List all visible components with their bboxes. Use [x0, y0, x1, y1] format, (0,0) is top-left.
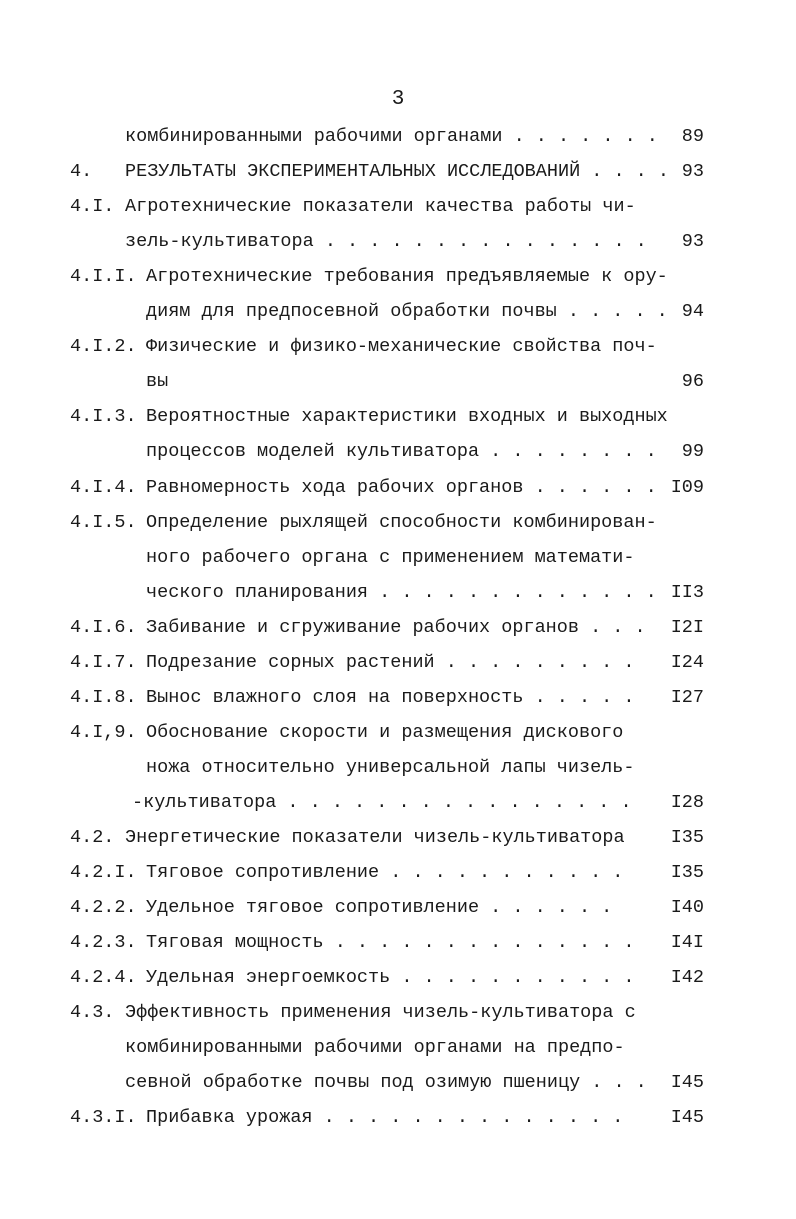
entry-title: севной обработке почвы под озимую пшеницу . . . [125, 1072, 647, 1093]
entry-title: -культиватора . . . . . . . . . . . . . . . . [132, 792, 632, 813]
toc-line [0, 858, 796, 888]
section-number: 4.I.8. [70, 687, 137, 708]
entry-title: Тяговое сопротивление . . . . . . . . . . . [146, 862, 624, 883]
page-reference: 99 [681, 441, 704, 462]
entry-title: Эффективность применения чизель-культиватора с [125, 1002, 636, 1023]
section-number: 4.I.3. [70, 406, 137, 427]
page-reference: 96 [681, 371, 704, 392]
section-number: 4.3. [70, 1002, 115, 1023]
page-reference: I09 [670, 477, 704, 498]
entry-title: Агротехнические показатели качества работы чи- [125, 196, 636, 217]
toc-line [0, 192, 796, 222]
toc-line [0, 297, 796, 327]
toc-line [0, 683, 796, 713]
page-reference: I42 [670, 967, 704, 988]
toc-line [0, 157, 796, 187]
entry-title: Вынос влажного слоя на поверхность . . . . . [146, 687, 635, 708]
entry-title: РЕЗУЛЬТАТЫ ЭКСПЕРИМЕНТАЛЬНЫХ ИССЛЕДОВАНИЙ . . . . [125, 161, 669, 182]
toc-line [0, 613, 796, 643]
page-reference: II3 [670, 582, 704, 603]
entry-title: вы [146, 371, 169, 392]
toc-line [0, 402, 796, 432]
section-number: 4.I.6. [70, 617, 137, 638]
page-reference: I45 [670, 1072, 704, 1093]
page-reference: I27 [670, 687, 704, 708]
page-reference: I24 [670, 652, 704, 673]
toc-line [0, 508, 796, 538]
toc-line [0, 753, 796, 783]
section-number: 4.3.I. [70, 1107, 137, 1128]
toc-line [0, 998, 796, 1028]
toc-line [0, 718, 796, 748]
section-number: 4.I.I. [70, 266, 137, 287]
entry-title: Обоснование скорости и размещения дискового [146, 722, 624, 743]
entry-title: Удельное тяговое сопротивление . . . . . . [146, 897, 613, 918]
page-reference: I4I [670, 932, 704, 953]
toc-line [0, 1033, 796, 1063]
page-reference: I28 [670, 792, 704, 813]
page-reference: I35 [670, 862, 704, 883]
page-reference: 89 [681, 126, 704, 147]
entry-title: ного рабочего органа с применением математи- [146, 547, 635, 568]
entry-title: комбинированными рабочими органами . . . . . . . [125, 126, 658, 147]
toc-line [0, 928, 796, 958]
entry-title: ножа относительно универсальной лапы чизель- [146, 757, 635, 778]
toc-line [0, 893, 796, 923]
toc-line [0, 332, 796, 362]
section-number: 4.I.7. [70, 652, 137, 673]
entry-title: Равномерность хода рабочих органов . . . . . . [146, 477, 657, 498]
toc-line [0, 122, 796, 152]
section-number: 4.2.4. [70, 967, 137, 988]
toc-line [0, 648, 796, 678]
page-reference: 93 [681, 161, 704, 182]
page-reference: 94 [681, 301, 704, 322]
entry-title: Тяговая мощность . . . . . . . . . . . . . . [146, 932, 635, 953]
entry-title: Физические и физико-механические свойства поч- [146, 336, 657, 357]
section-number: 4.2. [70, 827, 115, 848]
toc-line [0, 473, 796, 503]
entry-title: Определение рыхлящей способности комбинирован- [146, 512, 657, 533]
entry-title: диям для предпосевной обработки почвы . . . . . [146, 301, 668, 322]
toc-line [0, 1068, 796, 1098]
entry-title: зель-культиватора . . . . . . . . . . . . . . . [125, 231, 647, 252]
entry-title: ческого планирования . . . . . . . . . . . . . [146, 582, 657, 603]
section-number: 4.I. [70, 196, 115, 217]
toc-line [0, 823, 796, 853]
entry-title: комбинированными рабочими органами на предпо- [125, 1037, 625, 1058]
entry-title: процессов моделей культиватора . . . . . . . . [146, 441, 657, 462]
page-reference: I2I [670, 617, 704, 638]
entry-title: Энергетические показатели чизель-культиватора [125, 827, 625, 848]
section-number: 4.I.5. [70, 512, 137, 533]
toc-line [0, 227, 796, 257]
toc-line [0, 963, 796, 993]
section-number: 4.I.4. [70, 477, 137, 498]
section-number: 4.I,9. [70, 722, 137, 743]
entry-title: Вероятностные характеристики входных и выходных [146, 406, 668, 427]
toc-line [0, 578, 796, 608]
section-number: 4.2.3. [70, 932, 137, 953]
toc-line [0, 367, 796, 397]
page-reference: 93 [681, 231, 704, 252]
section-number: 4. [70, 161, 93, 182]
section-number: 4.I.2. [70, 336, 137, 357]
toc-line [0, 1103, 796, 1133]
entry-title: Забивание и сгруживание рабочих органов . . . [146, 617, 646, 638]
entry-title: Агротехнические требования предъявляемые к ору- [146, 266, 668, 287]
toc-line [0, 788, 796, 818]
toc-line [0, 437, 796, 467]
entry-title: Прибавка урожая . . . . . . . . . . . . . . [146, 1107, 624, 1128]
toc-line [0, 262, 796, 292]
section-number: 4.2.I. [70, 862, 137, 883]
page-reference: I45 [670, 1107, 704, 1128]
section-number: 4.2.2. [70, 897, 137, 918]
entry-title: Удельная энергоемкость . . . . . . . . . . . [146, 967, 635, 988]
page-reference: I40 [670, 897, 704, 918]
page-reference: I35 [670, 827, 704, 848]
page-number: 3 [391, 88, 405, 111]
entry-title: Подрезание сорных растений . . . . . . . . . [146, 652, 635, 673]
toc-line [0, 543, 796, 573]
